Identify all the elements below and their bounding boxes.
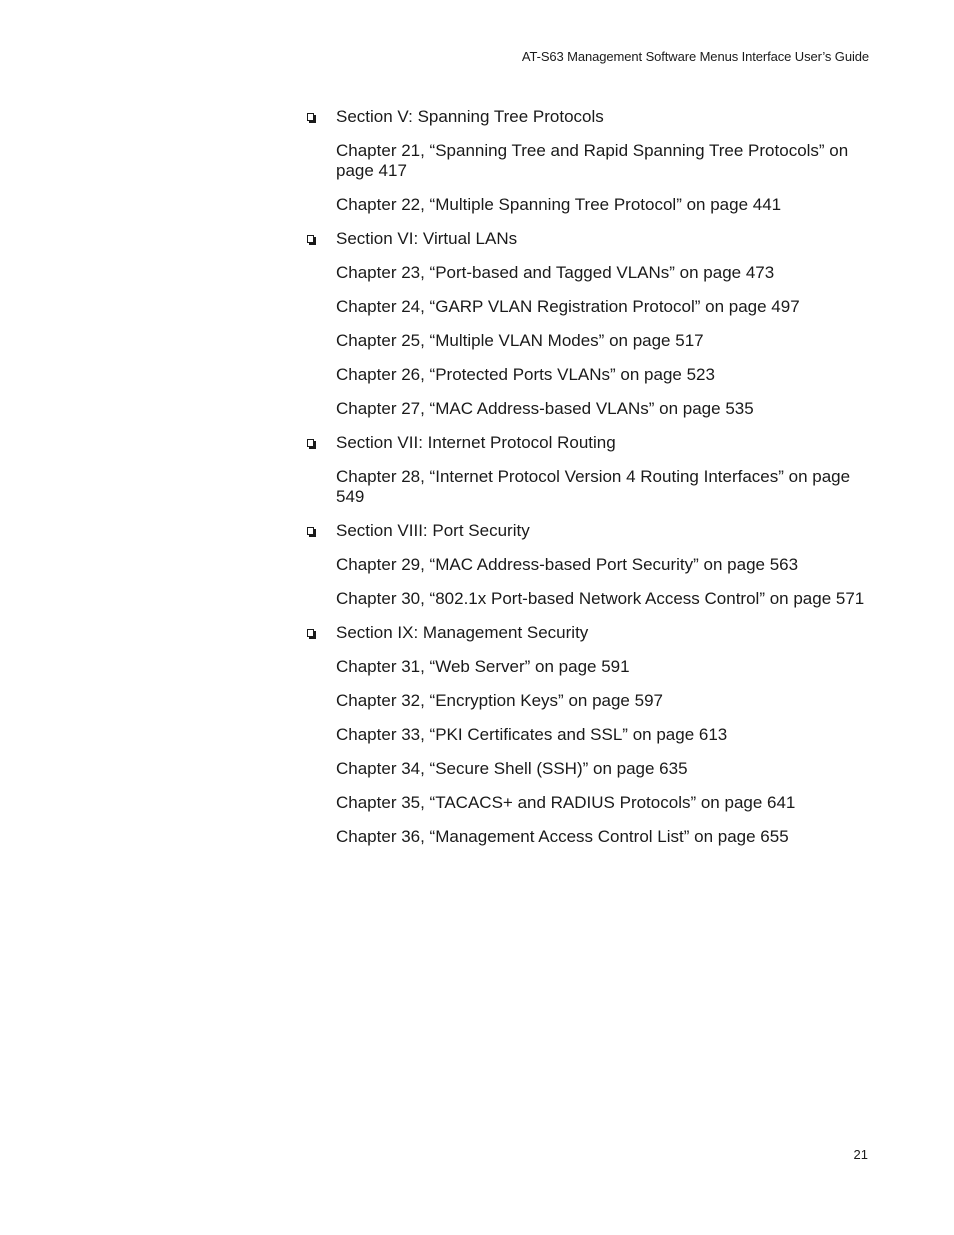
checkbox-bullet-icon [307, 113, 314, 121]
section-title: Section VII: Internet Protocol Routing [336, 433, 616, 452]
chapter-entry: Chapter 34, “Secure Shell (SSH)” on page 635 [336, 759, 688, 778]
page-number: 21 [853, 1147, 868, 1162]
section-heading [307, 107, 872, 127]
section-heading [307, 229, 872, 249]
chapter-entry: Chapter 35, “TACACS+ and RADIUS Protocols” on page 641 [336, 793, 796, 812]
chapter-entry: Chapter 30, “802.1x Port-based Network Access Control” on page 571 [336, 589, 865, 608]
chapter-entry: Chapter 33, “PKI Certificates and SSL” on page 613 [336, 725, 728, 744]
chapter-entry: Chapter 23, “Port-based and Tagged VLANs” on page 473 [336, 263, 775, 282]
chapter-entry: Chapter 24, “GARP VLAN Registration Protocol” on page 497 [336, 297, 800, 316]
checkbox-bullet-icon [307, 235, 314, 243]
chapter-entry: Chapter 27, “MAC Address-based VLANs” on page 535 [336, 399, 754, 418]
section-heading [307, 623, 872, 643]
chapter-entry: Chapter 25, “Multiple VLAN Modes” on page 517 [336, 331, 704, 350]
section-heading [307, 521, 872, 541]
chapter-entry: Chapter 28, “Internet Protocol Version 4 Routing Interfaces” on page 549 [336, 467, 851, 506]
section-heading [307, 433, 872, 453]
chapter-entry: Chapter 22, “Multiple Spanning Tree Protocol” on page 441 [336, 195, 782, 214]
chapter-entry: Chapter 31, “Web Server” on page 591 [336, 657, 630, 676]
section-title: Section VI: Virtual LANs [336, 229, 518, 248]
section-title: Section V: Spanning Tree Protocols [336, 107, 604, 126]
chapter-entry: Chapter 29, “MAC Address-based Port Security” on page 563 [336, 555, 799, 574]
section-list [307, 107, 872, 861]
checkbox-bullet-icon [307, 629, 314, 637]
section-title: Section VIII: Port Security [336, 521, 530, 540]
section-title: Section IX: Management Security [336, 623, 589, 642]
running-header: AT-S63 Management Software Menus Interface User’s Guide [521, 49, 869, 64]
chapter-entry: Chapter 32, “Encryption Keys” on page 597 [336, 691, 663, 710]
checkbox-bullet-icon [307, 527, 314, 535]
chapter-entry: Chapter 21, “Spanning Tree and Rapid Spanning Tree Protocols” on page 417 [336, 141, 849, 180]
checkbox-bullet-icon [307, 439, 314, 447]
chapter-entry: Chapter 26, “Protected Ports VLANs” on page 523 [336, 365, 715, 384]
chapter-entry: Chapter 36, “Management Access Control List” on page 655 [336, 827, 789, 846]
